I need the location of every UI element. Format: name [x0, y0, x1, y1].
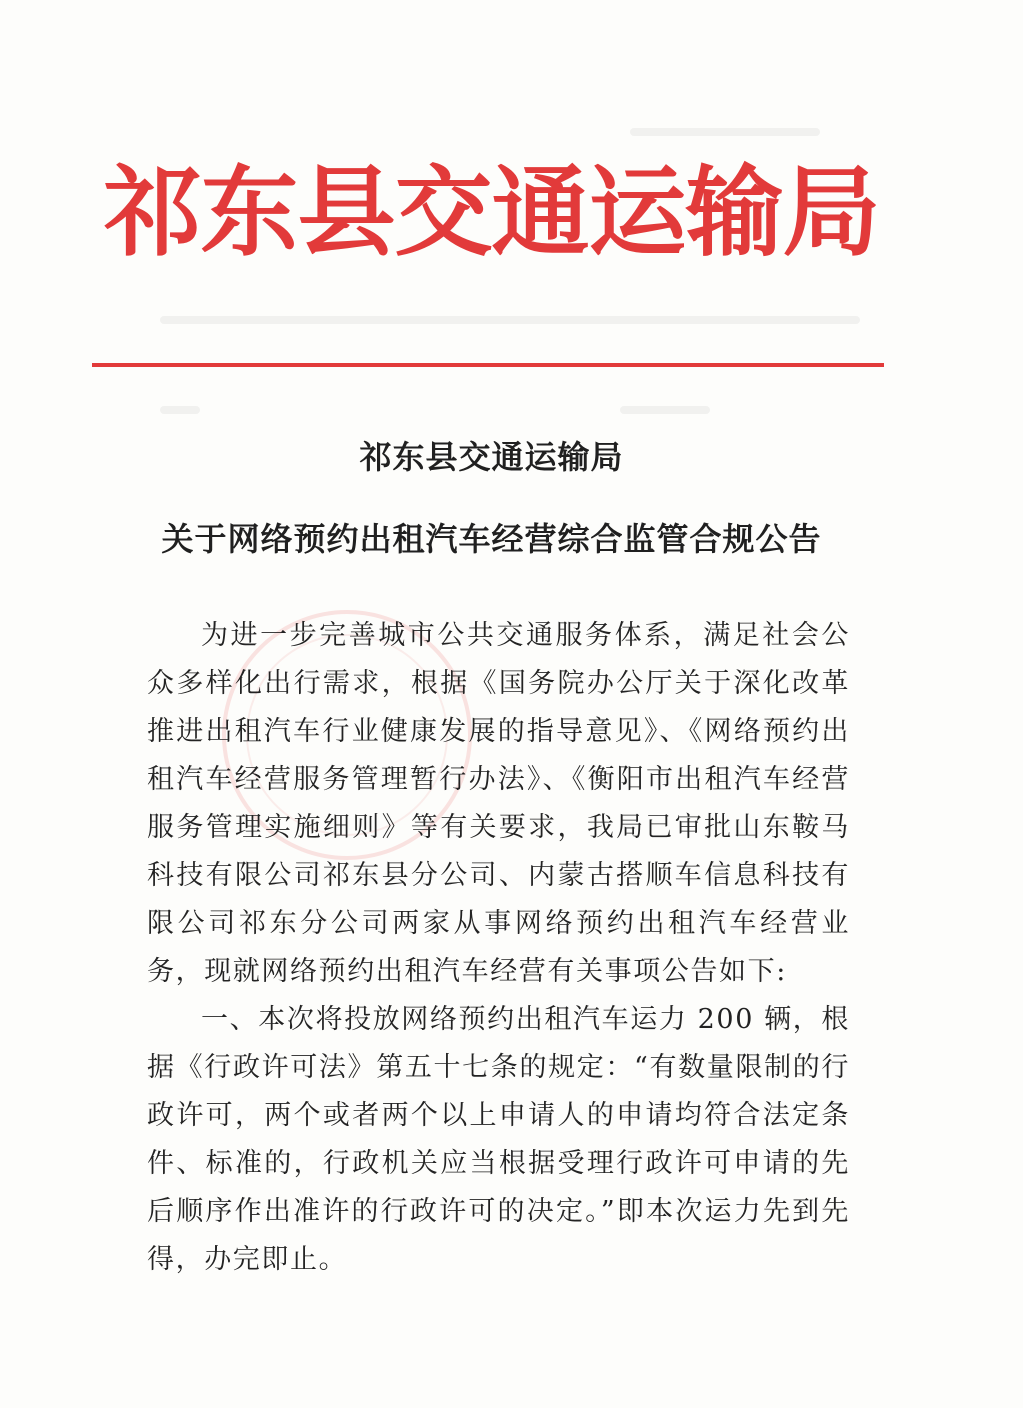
body-paragraph-1: 为进一步完善城市公共交通服务体系，满足社会公众多样化出行需求，根据《国务院办公厅关于深化改革推进出租汽车行业健康发展的指导意见》、《网络预约出租汽车经营服务管理暂行办法》、《衡阳市出租汽车经营服务管理实施细则》等有关要求，我局已审批山东鞍马科技有限公司祁东县分公司、内蒙古搭顺车信息科技有限公司祁东分公司两家从事网络预约出租汽车经营业务，现就网络预约出租汽车经营有关事项公告如下: [147, 620, 850, 987]
notice-title-line-1: 祁东县交通运输局 [359, 438, 624, 476]
notice-title-line-2: 关于网络预约出租汽车经营综合监管合规公告 [161, 520, 822, 558]
notice-body [147, 612, 850, 1284]
letterhead-org-name: 祁东县交通运输局 [103, 156, 880, 270]
body-paragraph-2: 一、本次将投放网络预约出租汽车运力 200 辆，根据《行政许可法》第五十七条的规定：“有数量限制的行政许可，两个或者两个以上申请人的申请均符合法定条件、标准的，行政机关应当根据受理行政许可申请的先后顺序作出准许的行政许可的决定。”即本次运力先到先得，办完即止。 [147, 1004, 850, 1275]
letterhead-divider [92, 363, 884, 367]
